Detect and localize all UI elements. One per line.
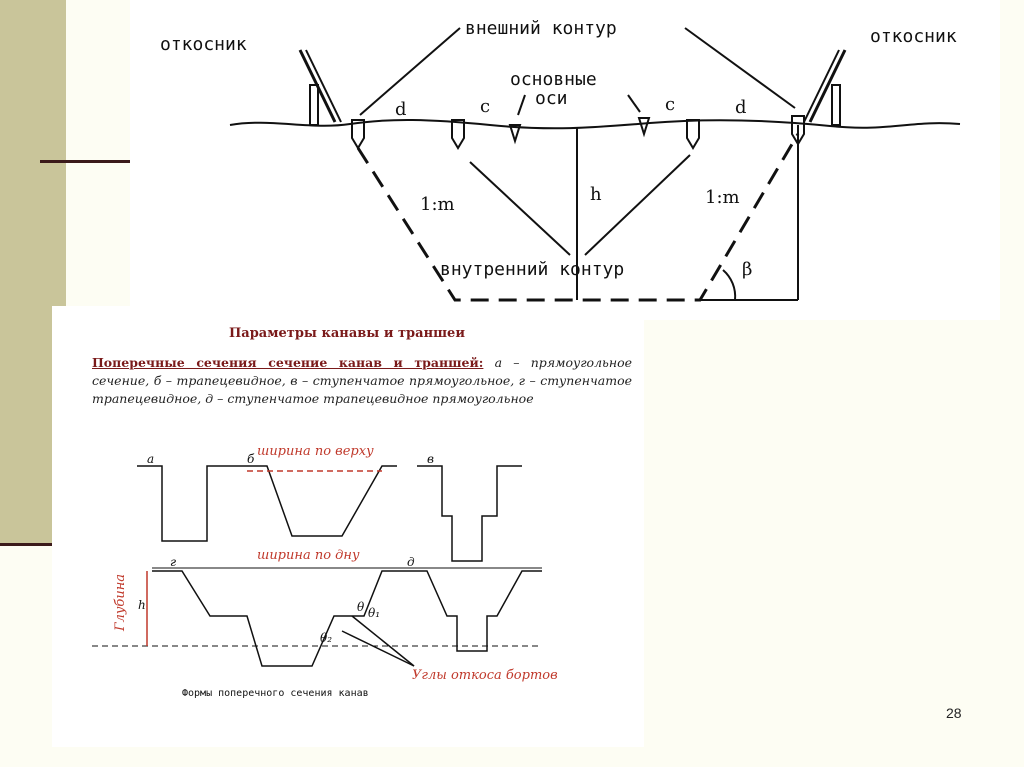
trench-layout-diagram — [130, 0, 1000, 320]
panel-lead: Поперечные сечения сечение канав и траншей: — [92, 355, 484, 370]
label-slope-left: 1:m — [420, 194, 455, 215]
label-beta: β — [742, 259, 753, 280]
ground-line — [230, 120, 960, 128]
label-top-width: ширина по верху — [257, 444, 374, 459]
panel-description — [92, 354, 632, 408]
label-theta: θ — [357, 600, 365, 614]
figure-caption: Формы поперечного сечения канав — [182, 688, 369, 699]
label-d-right: d — [735, 97, 747, 118]
label-d: д — [407, 555, 415, 569]
label-main-axes-1: основные — [510, 69, 597, 90]
cross-section-svg — [52, 441, 644, 741]
slide-rule-top — [40, 160, 130, 163]
label-c-right: c — [665, 94, 676, 115]
label-inner-contour: внутренний контур — [440, 259, 625, 280]
label-brace-right: откосник — [870, 26, 957, 47]
label-b: б — [247, 452, 255, 466]
label-h: h — [590, 184, 602, 205]
label-theta1: θ₁ — [368, 606, 381, 620]
slide-rule-bottom — [0, 543, 56, 546]
label-d-left: d — [395, 99, 407, 120]
label-brace-left: откосник — [160, 34, 247, 55]
label-theta2: θ₂ — [320, 631, 333, 645]
label-main-axes-2: оси — [535, 88, 568, 109]
panel-description-text: а – прямоугольное сечение, б – трапецевидное, в – ступенчатое прямоугольное, г – ступенчатое трапецевидное, д – ступенчатое трапецевидное прямоугольное — [92, 355, 632, 406]
label-a: а — [147, 452, 155, 466]
label-slope-right: 1:m — [705, 187, 740, 208]
label-h-bottom: h — [138, 598, 146, 612]
label-depth: Глубина — [113, 573, 128, 631]
label-angles: Углы откоса бортов — [412, 668, 558, 683]
page-number: 28 — [946, 705, 962, 721]
label-v: в — [427, 452, 434, 466]
label-outer-contour: внешний контур — [465, 18, 617, 39]
trench-layout-svg — [130, 0, 1000, 320]
panel-title: Параметры канавы и траншеи — [229, 326, 465, 341]
label-c-left: c — [480, 96, 491, 117]
cross-section-panel — [52, 306, 644, 747]
label-g: г — [170, 555, 177, 569]
label-bottom-width: ширина по дну — [257, 548, 360, 563]
